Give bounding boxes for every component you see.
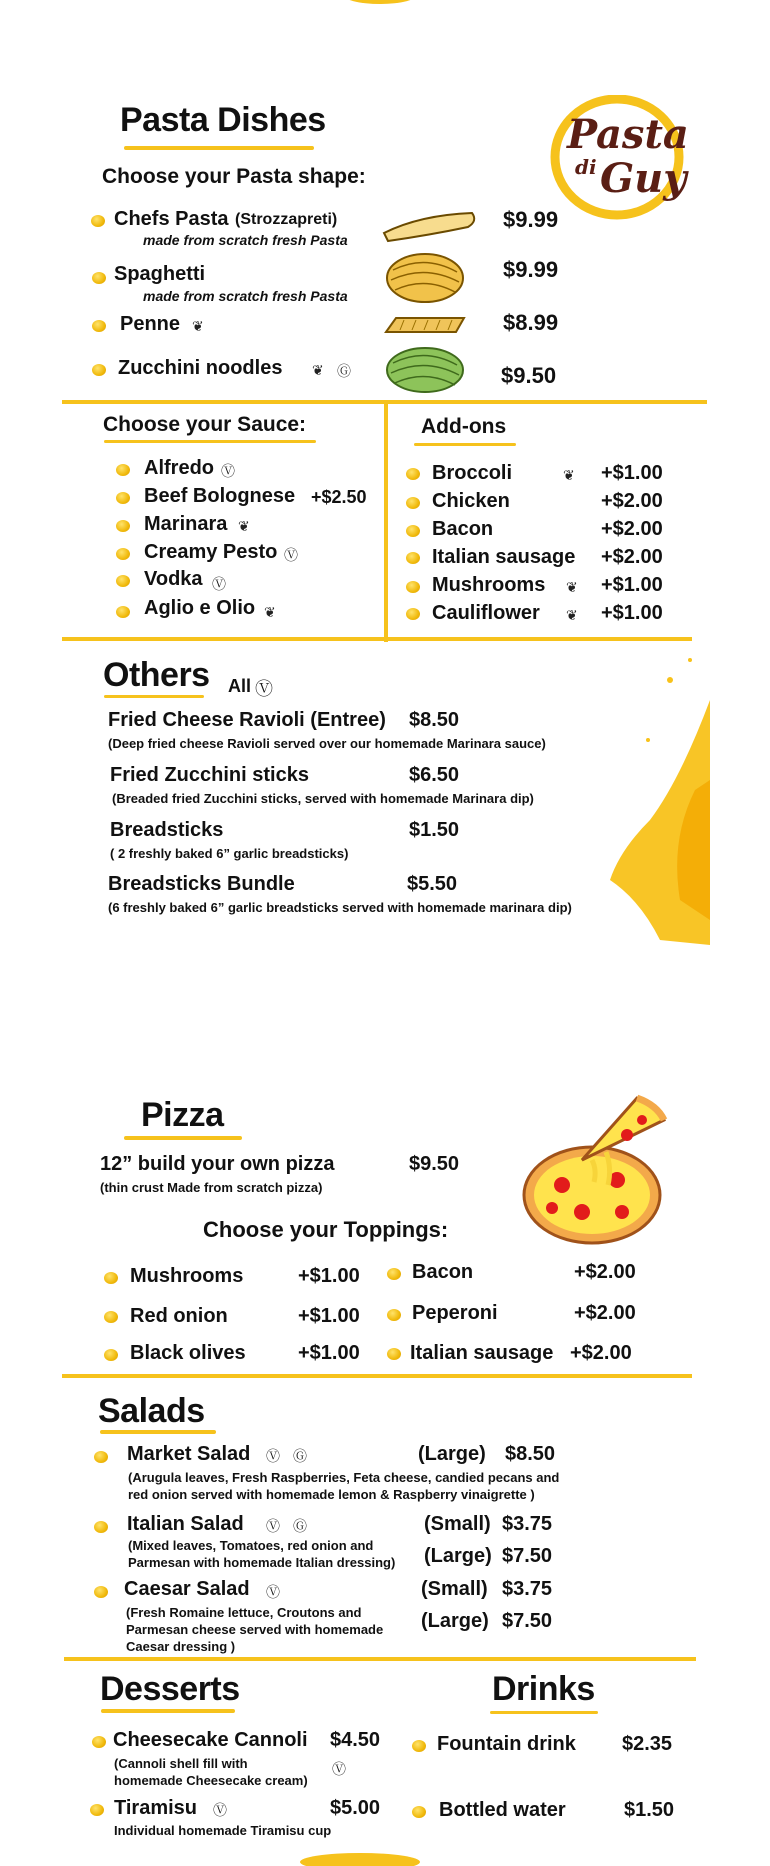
pizza-topping-price: +$2.00 [574, 1261, 636, 1283]
vegetarian-v-icon: Ⓥ [284, 547, 298, 563]
drinks-section-title: Drinks [492, 1670, 595, 1708]
pizza-section-title: Pizza [141, 1096, 224, 1134]
pizza-topping-name: Black olives [130, 1342, 246, 1364]
pizza-topping-price: +$2.00 [570, 1342, 632, 1364]
pizza-topping-name: Red onion [130, 1305, 228, 1327]
bottom-brush-decoration [290, 1846, 430, 1866]
bullet-icon [92, 364, 106, 376]
drink-item-price: $1.50 [624, 1799, 675, 1821]
addon-item-name: Cauliflower [432, 602, 540, 624]
pizza-topping-price: +$1.00 [298, 1265, 360, 1287]
leaf-icon: ❦ [264, 604, 276, 620]
addon-item-price: +$1.00 [601, 574, 663, 596]
pizza-topping-name: Bacon [412, 1261, 474, 1283]
vegetarian-v-icon: Ⓥ [266, 1584, 280, 1600]
salad-price: $3.75 [502, 1578, 553, 1600]
pasta-item-name: Chefs Pasta [114, 208, 229, 230]
addon-item-name: Chicken [432, 490, 510, 512]
leaf-icon: ❦ [566, 579, 578, 595]
salad-size: (Large) [418, 1443, 486, 1465]
addons-section-title: Add-ons [421, 415, 507, 438]
leaf-icon: ❦ [238, 518, 250, 534]
dessert-item-desc: homemade Cheesecake cream) [114, 1773, 308, 1788]
bullet-icon [387, 1268, 401, 1280]
dessert-item-name: Tiramisu [114, 1797, 197, 1819]
salads-title-underline [100, 1430, 216, 1434]
bullet-icon [91, 215, 105, 227]
addon-item-price: +$2.00 [601, 546, 663, 568]
top-brush-decoration [330, 0, 430, 12]
leaf-icon: ❦ [192, 318, 204, 334]
bullet-icon [412, 1806, 426, 1818]
sauce-item-name: Vodka [144, 568, 203, 590]
bullet-icon [92, 1736, 106, 1748]
section-divider [62, 637, 692, 641]
pizza-topping-name: Italian sausage [410, 1342, 554, 1364]
bullet-icon [116, 520, 130, 532]
pasta-section-title: Pasta Dishes [120, 101, 326, 139]
dessert-item-price: $4.50 [330, 1729, 381, 1751]
pasta-item-price: $9.99 [503, 257, 559, 282]
pizza-build-price: $9.50 [409, 1153, 460, 1175]
leaf-icon: ❦ [312, 362, 324, 378]
addon-item-price: +$1.00 [601, 602, 663, 624]
pasta-di-guy-logo [545, 95, 689, 220]
bullet-icon [387, 1309, 401, 1321]
logo-text-di: di [575, 155, 597, 179]
pizza-topping-name: Peperoni [412, 1302, 498, 1324]
vegetarian-v-icon: Ⓥ [212, 576, 226, 592]
others-title-underline [104, 695, 204, 698]
others-item-name: Breadsticks Bundle [108, 873, 295, 895]
bullet-icon [406, 552, 420, 564]
others-item-price: $8.50 [409, 709, 460, 731]
addon-item-name: Italian sausage [432, 546, 576, 568]
bullet-icon [116, 575, 130, 587]
gluten-free-icon: Ⓖ [293, 1448, 307, 1464]
bullet-icon [406, 468, 420, 480]
others-all-label: All [228, 676, 252, 696]
bullet-icon [406, 581, 420, 593]
section-divider [64, 1657, 696, 1661]
sauce-item-name: Creamy Pesto [144, 541, 278, 563]
pasta-item-name: Penne [120, 313, 181, 335]
spaghetti-icon [383, 250, 468, 305]
bullet-icon [116, 464, 130, 476]
pizza-toppings-title: Choose your Toppings: [203, 1217, 449, 1242]
salad-desc: Caesar dressing ) [126, 1639, 236, 1654]
vegetarian-v-icon: Ⓥ [266, 1448, 280, 1464]
bullet-icon [406, 497, 420, 509]
vegetarian-v-icon: Ⓥ [255, 679, 273, 699]
pasta-shape-prompt: Choose your Pasta shape: [102, 165, 366, 188]
zucchini-noodles-icon [383, 345, 468, 395]
addon-item-name: Broccoli [432, 462, 513, 484]
leaf-icon: ❦ [566, 607, 578, 623]
drink-item-name: Fountain drink [437, 1733, 576, 1755]
bullet-icon [104, 1272, 118, 1284]
salad-size: (Small) [424, 1513, 491, 1535]
bullet-icon [116, 606, 130, 618]
pizza-topping-price: +$1.00 [298, 1305, 360, 1327]
addons-title-underline [414, 443, 516, 446]
drinks-title-underline [490, 1711, 598, 1714]
penne-icon [382, 314, 467, 338]
gluten-free-icon: Ⓖ [293, 1518, 307, 1534]
sauce-item-name: Beef Bolognese [144, 485, 296, 507]
bullet-icon [104, 1349, 118, 1361]
dessert-item-desc: Individual homemade Tiramisu cup [114, 1823, 332, 1838]
drink-item-price: $2.35 [622, 1733, 673, 1755]
vegetarian-v-icon: Ⓥ [266, 1518, 280, 1534]
pasta-item-name: Spaghetti [114, 263, 206, 285]
drink-item-name: Bottled water [439, 1799, 566, 1821]
others-item-name: Breadsticks [110, 819, 224, 841]
salad-desc: Parmesan with homemade Italian dressing) [128, 1555, 396, 1570]
others-item-name: Fried Cheese Ravioli (Entree) [108, 709, 386, 731]
others-item-price: $5.50 [407, 873, 458, 895]
addon-item-price: +$2.00 [601, 490, 663, 512]
bullet-icon [406, 608, 420, 620]
strozzapreti-pasta-icon [380, 205, 480, 245]
pizza-build-note: (thin crust Made from scratch pizza) [100, 1180, 323, 1195]
pizza-build-label: 12” build your own pizza [100, 1153, 335, 1175]
logo-text-pasta: Pasta [567, 111, 689, 158]
bullet-icon [387, 1348, 401, 1360]
dessert-item-desc: (Cannoli shell fill with [114, 1756, 248, 1771]
salads-section-title: Salads [98, 1392, 205, 1430]
bullet-icon [92, 272, 106, 284]
logo-text-guy: Guy [600, 155, 687, 202]
pizza-topping-name: Mushrooms [130, 1265, 244, 1287]
pasta-title-underline [124, 146, 314, 150]
salad-price: $7.50 [502, 1610, 553, 1632]
bullet-icon [116, 548, 130, 560]
sauce-section-title: Choose your Sauce: [103, 413, 307, 436]
leaf-icon: ❦ [563, 467, 575, 483]
dessert-item-name: Cheesecake Cannoli [113, 1729, 308, 1751]
salad-price: $7.50 [502, 1545, 553, 1567]
bullet-icon [406, 525, 420, 537]
salad-price: $3.75 [502, 1513, 553, 1535]
pasta-item-extra: (Strozzapreti) [235, 211, 338, 228]
others-item-desc: (Breaded fried Zucchini sticks, served with homemade Marinara dip) [112, 791, 534, 806]
others-item-price: $1.50 [409, 819, 460, 841]
pasta-item-note: made from scratch fresh Pasta [143, 288, 348, 304]
others-item-desc: (Deep fried cheese Ravioli served over our homemade Marinara sauce) [108, 736, 546, 751]
column-divider [384, 400, 388, 642]
vegetarian-v-icon: Ⓥ [332, 1761, 346, 1777]
salad-desc: (Fresh Romaine lettuce, Croutons and [126, 1605, 362, 1620]
addon-item-price: +$1.00 [601, 462, 663, 484]
salad-item-name: Caesar Salad [124, 1578, 250, 1600]
addon-item-name: Mushrooms [432, 574, 546, 596]
dessert-item-price: $5.00 [330, 1797, 381, 1819]
vegetarian-v-icon: Ⓥ [221, 463, 235, 479]
others-section-title: Others [103, 656, 210, 694]
bullet-icon [412, 1740, 426, 1752]
others-item-price: $6.50 [409, 764, 460, 786]
addon-item-name: Bacon [432, 518, 494, 540]
others-item-name: Fried Zucchini sticks [110, 764, 309, 786]
yellow-paint-splash-decoration [600, 640, 710, 945]
salad-item-name: Market Salad [127, 1443, 251, 1465]
others-item-desc: ( 2 freshly baked 6” garlic breadsticks) [110, 846, 349, 861]
salad-desc: red onion served with homemade lemon & Raspberry vinaigrette ) [128, 1487, 535, 1502]
sauce-item-name: Alfredo [144, 457, 214, 479]
pasta-item-name: Zucchini noodles [118, 357, 283, 379]
gluten-free-icon: Ⓖ [337, 363, 351, 379]
bullet-icon [116, 492, 130, 504]
salad-size: (Large) [424, 1545, 492, 1567]
salad-size: (Small) [421, 1578, 488, 1600]
bullet-icon [90, 1804, 104, 1816]
pasta-item-price: $9.50 [501, 363, 557, 388]
pizza-topping-price: +$2.00 [574, 1302, 636, 1324]
pasta-item-price: $8.99 [503, 310, 559, 335]
others-item-desc: (6 freshly baked 6” garlic breadsticks served with homemade marinara dip) [108, 900, 572, 915]
salad-item-name: Italian Salad [127, 1513, 244, 1535]
bullet-icon [92, 320, 106, 332]
salad-desc: (Arugula leaves, Fresh Raspberries, Feta cheese, candied pecans and [128, 1470, 560, 1485]
vegetarian-v-icon: Ⓥ [213, 1802, 227, 1818]
salad-desc: Parmesan cheese served with homemade [126, 1622, 384, 1637]
desserts-title-underline [101, 1709, 235, 1713]
bullet-icon [104, 1311, 118, 1323]
pizza-topping-price: +$1.00 [298, 1342, 360, 1364]
section-divider [62, 1374, 692, 1378]
sauce-item-price: +$2.50 [311, 487, 367, 507]
desserts-section-title: Desserts [100, 1670, 240, 1708]
pasta-item-price: $9.99 [503, 207, 559, 232]
addon-item-price: +$2.00 [601, 518, 663, 540]
salad-desc: (Mixed leaves, Tomatoes, red onion and [128, 1538, 374, 1553]
sauce-title-underline [104, 440, 316, 443]
bullet-icon [94, 1521, 108, 1533]
sauce-item-name: Marinara [144, 513, 228, 535]
sauce-item-name: Aglio e Olio [144, 597, 256, 619]
bullet-icon [94, 1451, 108, 1463]
pizza-title-underline [124, 1136, 242, 1140]
salad-size: (Large) [421, 1610, 489, 1632]
bullet-icon [94, 1586, 108, 1598]
pizza-slice-illustration [522, 1090, 672, 1250]
pasta-item-note: made from scratch fresh Pasta [143, 232, 348, 248]
salad-price: $8.50 [505, 1443, 556, 1465]
